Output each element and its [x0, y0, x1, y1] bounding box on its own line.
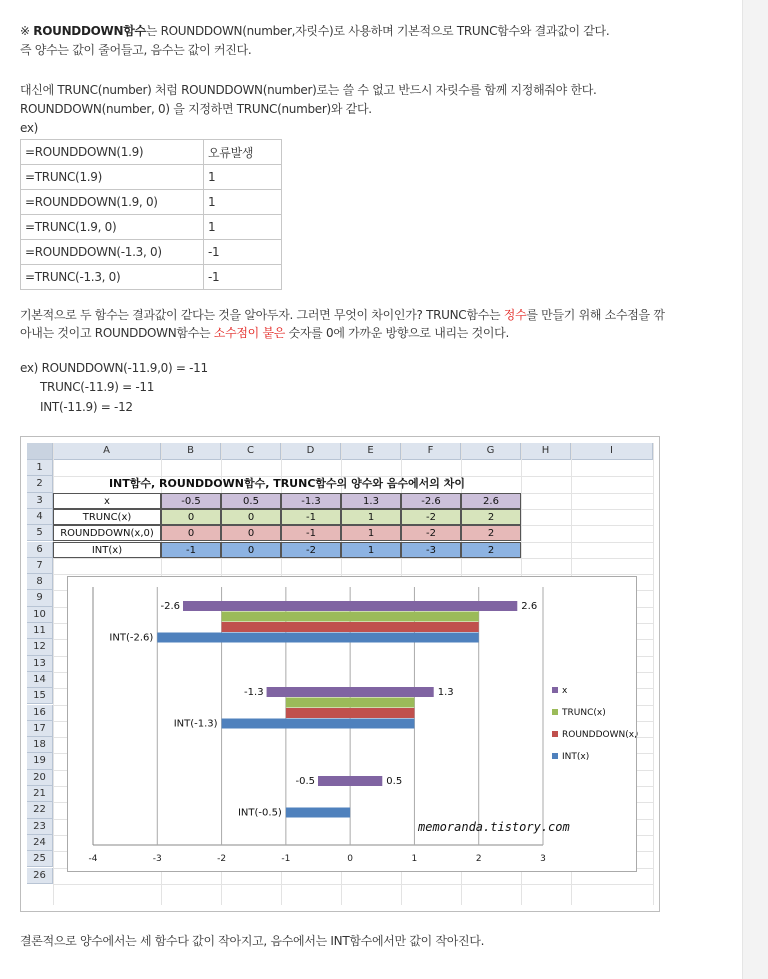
value-cell: -0.5	[161, 493, 221, 509]
data-label-left: -0.5	[295, 776, 315, 788]
row-header: 4	[27, 509, 53, 525]
excel-screenshot	[20, 436, 660, 912]
right-gutter	[742, 0, 768, 979]
result-cell: 1	[204, 190, 282, 215]
example-rounddown: ex) ROUNDDOWN(-11.9,0) = -11	[20, 361, 208, 375]
highlight-integer: 정수	[503, 308, 527, 322]
row-label: TRUNC(x)	[53, 509, 161, 525]
row-header: 12	[27, 639, 53, 655]
row-label: ROUNDDOWN(x,0)	[53, 525, 161, 541]
example-row	[21, 190, 282, 215]
bar-truncx	[286, 698, 415, 708]
row-header: 14	[27, 672, 53, 688]
x-tick-label: 2	[475, 854, 482, 865]
value-cell: 2	[461, 525, 521, 541]
sheet-title: INT함수, ROUNDDOWN함수, TRUNC함수의 양수와 음수에서의 차이	[108, 477, 466, 491]
example-row	[21, 240, 282, 265]
gridline-h	[53, 558, 653, 559]
row-header: 11	[27, 623, 53, 639]
row-header: 5	[27, 525, 53, 541]
example-int: INT(-11.9) = -12	[40, 400, 133, 414]
conclusion: 결론적으로 양수에서는 세 함수다 값이 작아지고, 음수에서는 INT함수에서만 값이 작아진다.	[20, 934, 485, 948]
bar-rounddownx	[286, 708, 415, 718]
x-tick-label: -1	[281, 854, 291, 865]
int-label: INT(-2.6)	[109, 632, 154, 644]
value-cell: 2	[461, 509, 521, 525]
value-cell: -1.3	[281, 493, 341, 509]
explain-line-2: 아내는 것이고 ROUNDDOWN함수는 소수점이 붙은 숫자를 0에 가까운 방향으로 내리는 것이다.	[20, 326, 509, 340]
data-label-right: 1.3	[437, 687, 454, 699]
spreadsheet	[27, 443, 653, 905]
example-trunc: TRUNC(-11.9) = -11	[40, 380, 155, 394]
result-cell: -1	[204, 265, 282, 290]
value-cell: -1	[161, 542, 221, 558]
row-header: 17	[27, 721, 53, 737]
bar-intx	[157, 633, 478, 643]
result-cell: 오류발생	[204, 140, 282, 165]
value-cell: -2	[281, 542, 341, 558]
value-cell: -1	[281, 525, 341, 541]
column-header: H	[521, 443, 571, 460]
row-header: 6	[27, 542, 53, 558]
bar-rounddownx	[222, 622, 479, 632]
value-cell: 2.6	[461, 493, 521, 509]
column-header: C	[221, 443, 281, 460]
value-cell: 2	[461, 542, 521, 558]
intro-text: 는 ROUNDDOWN(number,자릿수)로 사용하며 기본적으로 TRUNC함수와 결과값이 같다.	[145, 24, 610, 38]
x-tick-label: 1	[411, 854, 418, 865]
formula-cell: =TRUNC(1.9)	[21, 165, 204, 190]
row-header: 9	[27, 590, 53, 606]
formula-cell: =ROUNDDOWN(1.9)	[21, 140, 204, 165]
rounddown-heading: ROUNDDOWN함수	[33, 24, 146, 38]
highlight-decimal: 소수점이 붙은	[213, 326, 286, 340]
row-header: 13	[27, 656, 53, 672]
value-cell: -2	[401, 509, 461, 525]
legend-swatch	[552, 753, 558, 759]
legend-label: x	[562, 686, 568, 697]
bar-x	[267, 687, 434, 697]
row-header: 16	[27, 705, 53, 721]
result-cell: -1	[204, 240, 282, 265]
select-all-corner	[27, 443, 53, 460]
row-header: 19	[27, 753, 53, 769]
row-label: x	[53, 493, 161, 509]
data-label-left: -1.3	[244, 687, 264, 699]
value-cell: -1	[281, 509, 341, 525]
row-header: 23	[27, 819, 53, 835]
gridline-h	[53, 884, 653, 885]
formula-cell: =TRUNC(1.9, 0)	[21, 215, 204, 240]
bar-chart	[67, 576, 637, 872]
value-cell: 0	[221, 542, 281, 558]
formula-cell: =ROUNDDOWN(-1.3, 0)	[21, 240, 204, 265]
data-label-right: 2.6	[521, 601, 538, 613]
intro-line-3: 대신에 TRUNC(number) 처럼 ROUNDDOWN(number)로는 쓸 수 없고 반드시 자릿수를 함께 지정해줘야 한다.	[20, 83, 597, 97]
value-cell: 1	[341, 525, 401, 541]
column-header: F	[401, 443, 461, 460]
gridline-h	[53, 574, 653, 575]
bar-intx	[222, 719, 415, 729]
int-label: INT(-1.3)	[173, 718, 218, 730]
x-tick-label: 3	[540, 854, 546, 865]
bar-truncx	[222, 612, 479, 622]
legend-swatch	[552, 709, 558, 715]
row-header: 21	[27, 786, 53, 802]
value-cell: 1	[341, 509, 401, 525]
column-header: A	[53, 443, 161, 460]
bar-x	[183, 601, 517, 611]
example-row	[21, 215, 282, 240]
data-label-right: 0.5	[386, 776, 403, 788]
example-row	[21, 165, 282, 190]
row-header: 7	[27, 558, 53, 574]
legend-swatch	[552, 687, 558, 693]
gridline-v	[653, 443, 654, 905]
value-cell: 0.5	[221, 493, 281, 509]
x-tick-label: 0	[347, 854, 354, 865]
value-cell: 0	[161, 509, 221, 525]
column-header: B	[161, 443, 221, 460]
intro-line-1	[20, 23, 609, 39]
legend-label: TRUNC(x)	[562, 708, 606, 719]
explain-line-1: 기본적으로 두 함수는 결과값이 같다는 것을 알아두자. 그러면 무엇이 차이인가? TRUNC함수는 정수를 만들기 위해 소수점을 깎	[20, 308, 665, 322]
chart-svg	[68, 577, 638, 873]
value-cell: -2	[401, 525, 461, 541]
bar-intx	[286, 808, 350, 818]
row-header: 25	[27, 851, 53, 867]
intro-line-5: ex)	[20, 121, 39, 135]
x-tick-label: -3	[152, 854, 162, 865]
formula-cell: =ROUNDDOWN(1.9, 0)	[21, 190, 204, 215]
column-header: D	[281, 443, 341, 460]
watermark: memoranda.tistory.com	[418, 820, 570, 835]
int-label: INT(-0.5)	[237, 807, 282, 819]
legend-label: ROUNDDOWN(x,0)	[562, 730, 638, 741]
formula-cell: =TRUNC(-1.3, 0)	[21, 265, 204, 290]
row-header: 20	[27, 770, 53, 786]
intro-line-2: 즉 양수는 값이 줄어들고, 음수는 값이 커진다.	[20, 43, 252, 57]
column-header: E	[341, 443, 401, 460]
row-header: 1	[27, 460, 53, 476]
row-label: INT(x)	[53, 542, 161, 558]
row-header: 26	[27, 868, 53, 884]
row-header: 18	[27, 737, 53, 753]
result-cell: 1	[204, 215, 282, 240]
data-label-left: -2.6	[160, 601, 180, 613]
value-cell: 1	[341, 542, 401, 558]
value-cell: -2.6	[401, 493, 461, 509]
example-row	[21, 140, 282, 165]
row-header: 3	[27, 493, 53, 509]
value-cell: 0	[221, 525, 281, 541]
legend-label: INT(x)	[562, 752, 590, 763]
value-cell: 0	[161, 525, 221, 541]
row-header: 15	[27, 688, 53, 704]
column-header: G	[461, 443, 521, 460]
row-header: 22	[27, 802, 53, 818]
example-table	[20, 139, 282, 290]
row-header: 2	[27, 476, 53, 492]
value-cell: 0	[221, 509, 281, 525]
intro-line-4: ROUNDDOWN(number, 0) 을 지정하면 TRUNC(number)와 같다.	[20, 102, 372, 116]
example-row	[21, 265, 282, 290]
x-tick-label: -4	[88, 854, 98, 865]
x-tick-label: -2	[217, 854, 227, 865]
value-cell: 1.3	[341, 493, 401, 509]
row-header: 10	[27, 607, 53, 623]
value-cell: -3	[401, 542, 461, 558]
row-header: 24	[27, 835, 53, 851]
reference-mark: ※	[20, 24, 34, 38]
legend-swatch	[552, 731, 558, 737]
row-header: 8	[27, 574, 53, 590]
bar-x	[318, 776, 382, 786]
result-cell: 1	[204, 165, 282, 190]
column-header: I	[571, 443, 653, 460]
